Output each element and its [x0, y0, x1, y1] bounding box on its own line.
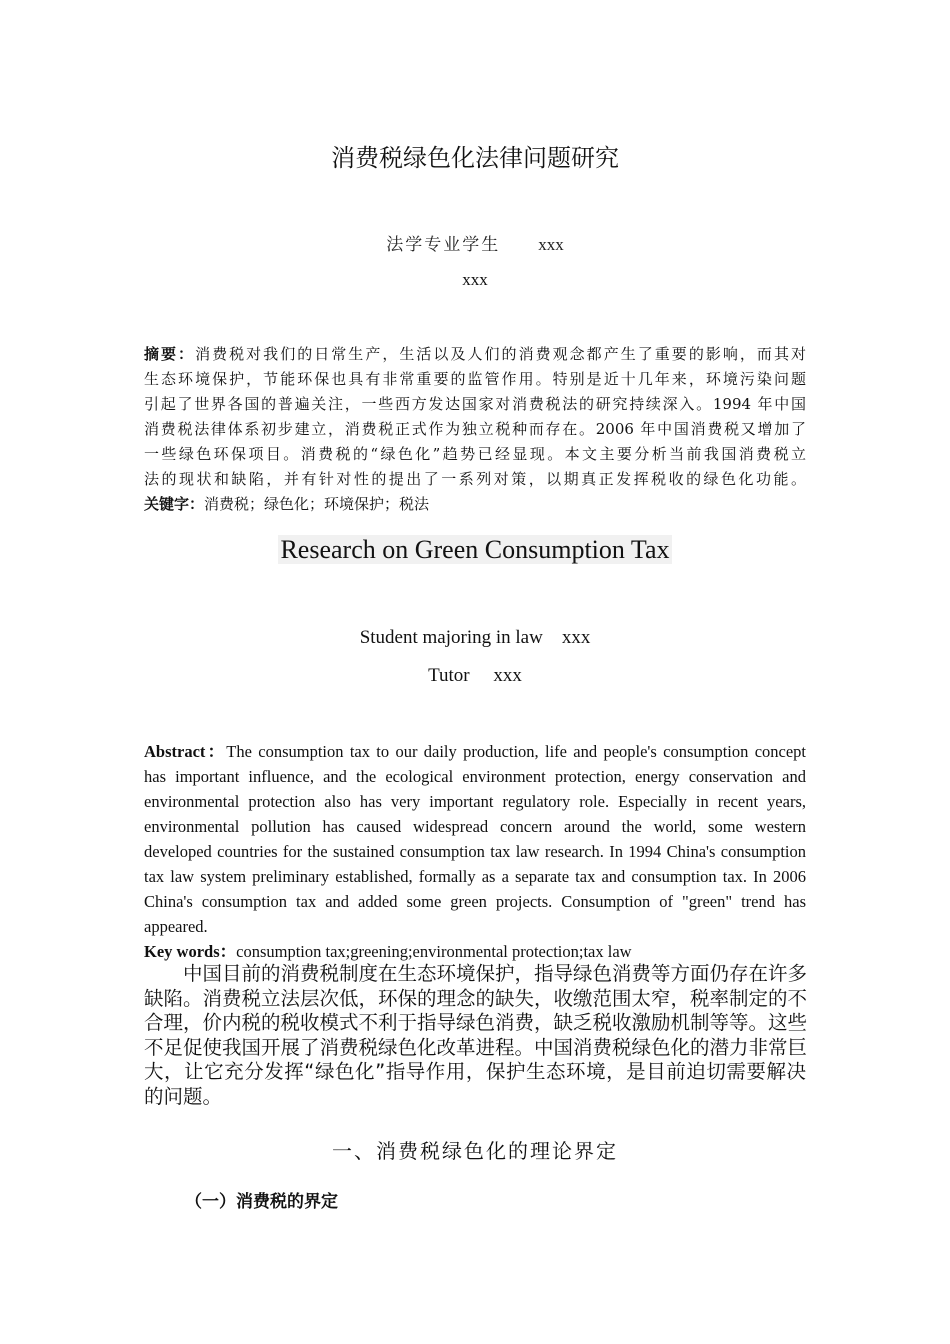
- en-abstract-line: has important influence, and the ecological environment protection, energy conservation and: [144, 767, 806, 786]
- body-line: 不足促使我国开展了消费税绿色化改革进程。中国消费税绿色化的潜力非常巨: [144, 1035, 808, 1059]
- en-abstract-line: environmental pollution has caused widespread concern around the world, some western: [144, 817, 806, 836]
- cn-author-label: 法学专业学生: [386, 235, 501, 255]
- en-tutor-line: [0, 665, 950, 687]
- body-line: 中国目前的消费税制度在生态环境保护，指导绿色消费等方面仍存在许多: [183, 962, 808, 985]
- cn-abstract: [144, 342, 806, 517]
- paper-title: 消费税绿色化法律问题研究: [331, 144, 619, 172]
- cn-abstract-text: 消费税对我们的日常生产，生活以及人们的消费观念都产生了重要的影响，而其对: [195, 345, 806, 363]
- cn-abstract-line: [144, 342, 806, 367]
- cn-keywords: [144, 492, 806, 517]
- cn-abstract-line: 消费税法律体系初步建立，消费税正式作为独立税种而存在。2006 年中国消费税又增加了: [144, 420, 806, 438]
- body-line: 大，让它充分发挥“绿色化”指导作用，保护生态环境，是目前迫切需要解决: [144, 1060, 806, 1083]
- en-abstract-label: Abstract：: [144, 742, 227, 761]
- body-line: 合理，价内税的税收模式不利于指导绿色消费，缺乏税收激励机制等等。这些: [144, 1011, 808, 1034]
- cn-author-line: [0, 230, 950, 255]
- cn-tutor: xxx: [462, 270, 488, 289]
- cn-abstract-line: 生态环境保护，节能环保也具有非常重要的监管作用。特别是近十几年来，环境污染问题: [144, 370, 806, 388]
- en-title: [0, 535, 950, 565]
- en-abstract: [144, 739, 806, 964]
- section-heading: 一、消费税绿色化的理论界定: [332, 1139, 618, 1163]
- cn-keywords-label: 关键字：: [144, 495, 205, 513]
- en-author-name: xxx: [561, 627, 591, 648]
- en-tutor-label: Tutor: [428, 665, 470, 686]
- en-abstract-line: appeared.: [144, 917, 208, 936]
- cn-abstract-label: 摘要：: [144, 345, 196, 363]
- subsection-heading: （一）消费税的界定: [185, 1192, 338, 1212]
- en-author-label: Student majoring in law: [359, 627, 543, 648]
- cn-author-name: xxx: [538, 235, 564, 254]
- en-keywords-text: consumption tax;greening;environmental protection;tax law: [236, 942, 632, 961]
- en-keywords: [144, 939, 806, 964]
- en-abstract-text: The consumption tax to our daily production, life and people's consumption concept: [226, 742, 807, 761]
- en-author-line: [0, 627, 950, 649]
- en-abstract-line: China's consumption tax and added some green projects. Consumption of "green" trend has: [144, 892, 806, 911]
- en-abstract-line: [144, 739, 806, 764]
- cn-abstract-line: 一些绿色环保项目。消费税的“绿色化”趋势已经显现。本文主要分析当前我国消费税立: [144, 445, 806, 463]
- cn-keywords-text: 消费税；绿色化；环境保护；税法: [204, 495, 430, 513]
- en-abstract-line: developed countries for the sustained consumption tax law research. In 1994 China's consumption: [144, 842, 806, 861]
- cn-abstract-line: 引起了世界各国的普遍关注，一些西方发达国家对消费税法的研究持续深入。1994 年中国: [144, 395, 806, 413]
- en-tutor-name: xxx: [493, 665, 522, 686]
- intro-paragraph: [144, 962, 806, 1109]
- en-title-text: Research on Green Consumption Tax: [280, 535, 670, 564]
- body-line: 的问题。: [144, 1084, 223, 1108]
- body-line: 缺陷。消费税立法层次低，环保的理念的缺失，收缴范围太窄，税率制定的不: [144, 986, 808, 1010]
- en-keywords-label: Key words：: [144, 942, 237, 961]
- en-abstract-line: environmental protection also has very important regulatory role. Especially in recent years,: [144, 792, 806, 811]
- cn-abstract-line: 法的现状和缺陷，并有针对性的提出了一系列对策，以期真正发挥税收的绿色化功能。: [144, 470, 806, 488]
- en-abstract-line: tax law system preliminary established, formally as a separate tax and consumption tax. In 2006: [144, 867, 806, 886]
